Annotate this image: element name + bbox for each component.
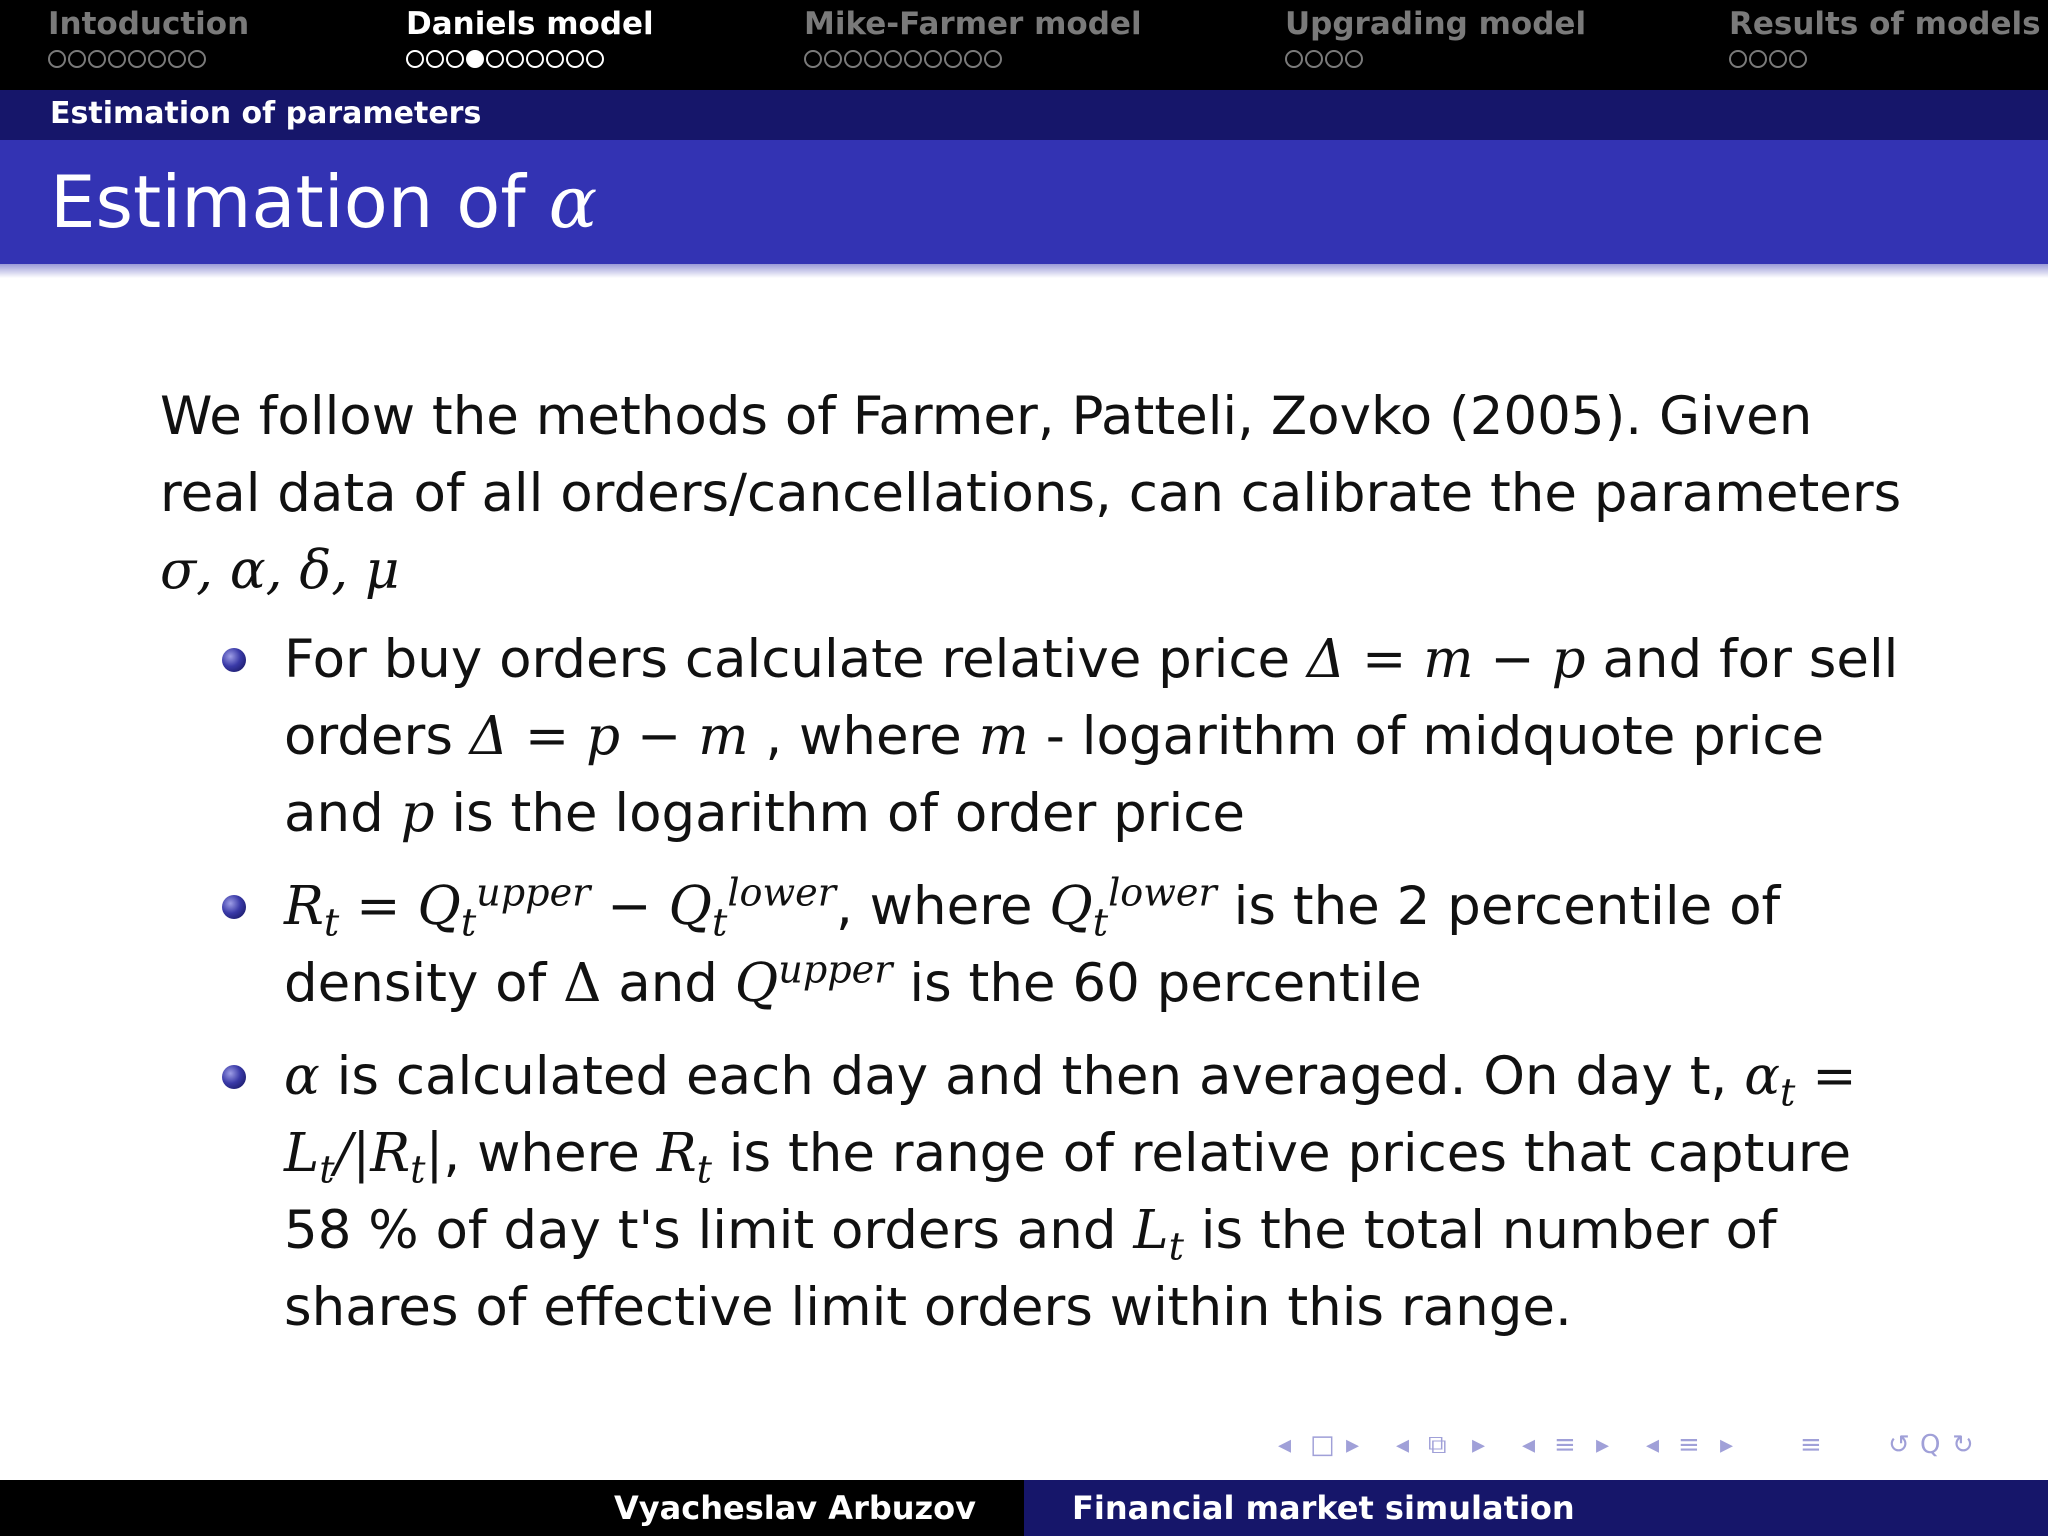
nav-dot[interactable] (566, 50, 584, 68)
nav-dot[interactable] (88, 50, 106, 68)
text: , where (748, 706, 979, 767)
nav-section-introduction[interactable] (48, 4, 249, 68)
math-alpha: α (284, 1046, 320, 1107)
math-subscript: t (323, 900, 340, 945)
intro-paragraph (160, 378, 1920, 609)
text: and (601, 953, 735, 1014)
arrow-left-icon[interactable]: ◂ (1646, 1430, 1660, 1460)
nav-dot-current[interactable] (466, 50, 484, 68)
text: and for sell orders (284, 629, 1899, 767)
math-symbol: R (656, 1123, 697, 1184)
nav-section-title: Daniels model (406, 6, 654, 42)
math-superscript: upper (778, 947, 893, 992)
text: is the range of relative prices that capture 58 % of day t's limit orders and (284, 1123, 1852, 1261)
math-subscript: t (696, 1147, 712, 1192)
nav-dot[interactable] (426, 50, 444, 68)
nav-dot[interactable] (586, 50, 604, 68)
nav-dots[interactable] (804, 50, 1142, 68)
nav-dot[interactable] (1749, 50, 1767, 68)
nav-dot[interactable] (964, 50, 982, 68)
text: , where (835, 876, 1050, 937)
text: is the 2 percentile of density of (284, 876, 1781, 1014)
nav-dot[interactable] (824, 50, 842, 68)
nav-dot[interactable] (68, 50, 86, 68)
back-icon[interactable]: ↺ (1888, 1430, 1910, 1460)
nav-dot[interactable] (804, 50, 822, 68)
frame-title-math: α (548, 160, 598, 244)
arrow-left-icon[interactable]: ◂ (1278, 1430, 1292, 1460)
nav-dot[interactable] (486, 50, 504, 68)
arrow-right-icon[interactable]: ▸ (1720, 1430, 1734, 1460)
math-p: p (400, 783, 435, 844)
arrow-left-icon[interactable]: ◂ (1396, 1430, 1410, 1460)
nav-section-title: Results of models (1729, 6, 2041, 42)
nav-dot[interactable] (108, 50, 126, 68)
nav-dot[interactable] (1345, 50, 1363, 68)
math-superscript: lower (1108, 870, 1217, 915)
nav-dots[interactable] (48, 50, 249, 68)
math-q-upper (734, 947, 893, 1014)
nav-dot[interactable] (1789, 50, 1807, 68)
nav-dot[interactable] (1305, 50, 1323, 68)
slide-content (160, 378, 1920, 1362)
nav-section-title: Mike-Farmer model (804, 6, 1142, 42)
math-subscript: t (711, 900, 728, 945)
nav-dot[interactable] (944, 50, 962, 68)
nav-dot[interactable] (864, 50, 882, 68)
subsection-title[interactable]: Estimation of parameters (50, 96, 482, 131)
footer-title: Financial market simulation (1072, 1489, 1575, 1527)
math-symbol: Q (734, 953, 779, 1014)
arrow-right-icon[interactable]: ▸ (1472, 1430, 1486, 1460)
text: is calculated each day and then averaged. On day t, (319, 1046, 1745, 1107)
bullet-list (160, 621, 1920, 1346)
search-icon[interactable]: Q (1920, 1430, 1941, 1460)
math-symbol: | (425, 1123, 444, 1184)
intro-line-2: real data of all orders/cancellations, can calibrate the parameters (160, 463, 1902, 524)
math-symbol: /|R (334, 1123, 411, 1184)
footer-author-bar (0, 1480, 1024, 1536)
intro-line-1: We follow the methods of Farmer, Patteli, Zovko (2005). Given (160, 386, 1813, 447)
bullet-item-range-definition (160, 868, 1920, 1022)
nav-dot[interactable] (1325, 50, 1343, 68)
math-relative-price-buy: Δ = m − p (1306, 629, 1586, 690)
nav-dot[interactable] (506, 50, 524, 68)
math-symbol: − Q (590, 876, 712, 937)
nav-dot[interactable] (844, 50, 862, 68)
nav-section-results-of-models[interactable] (1729, 4, 2041, 68)
nav-dot[interactable] (884, 50, 902, 68)
nav-section-title: Intoduction (48, 6, 250, 42)
text: is the total number of shares of effective limit orders within this range. (284, 1200, 1777, 1338)
math-q-lower (1049, 870, 1217, 945)
footer-title-bar (1024, 1480, 2048, 1536)
nav-dot[interactable] (546, 50, 564, 68)
nav-dot[interactable] (1729, 50, 1747, 68)
math-subscript: t (1092, 900, 1109, 945)
parameter-symbols: σ, α, δ, μ (160, 540, 400, 601)
nav-section-upgrading-model[interactable] (1285, 4, 1586, 68)
appendix-icon[interactable]: ≡ (1800, 1430, 1822, 1460)
math-relative-price-sell: Δ = p − m (469, 706, 749, 767)
math-subscript: t (460, 900, 477, 945)
nav-dot[interactable] (924, 50, 942, 68)
text: - logarithm of midquote price and (284, 706, 1825, 844)
subsection-bar (0, 90, 2048, 140)
nav-dot[interactable] (48, 50, 66, 68)
nav-dot[interactable] (526, 50, 544, 68)
math-superscript: upper (476, 870, 591, 915)
title-bar-shadow (0, 264, 2048, 278)
beamer-navigation-controls (1278, 1430, 2038, 1470)
document-icon[interactable]: ≡ (1678, 1430, 1700, 1460)
math-range-formula (284, 870, 836, 945)
bullet-item-alpha-calculation (160, 1038, 1920, 1346)
nav-dot[interactable] (446, 50, 464, 68)
forward-icon[interactable]: ↻ (1952, 1430, 1974, 1460)
math-r (656, 1123, 712, 1192)
math-symbol: R (284, 876, 324, 937)
arrow-right-icon[interactable]: ▸ (1596, 1430, 1610, 1460)
text: For buy orders calculate relative price (284, 629, 1307, 690)
nav-dot[interactable] (148, 50, 166, 68)
frame-icon[interactable]: □ (1310, 1430, 1335, 1460)
subsection-icon[interactable]: ⧉ (1428, 1430, 1447, 1460)
math-symbol: L (1133, 1200, 1169, 1261)
bullet-icon (222, 1065, 246, 1089)
math-subscript: t (410, 1147, 426, 1192)
math-m: m (978, 706, 1029, 767)
math-l (1133, 1200, 1184, 1269)
math-subscript: t (1168, 1224, 1184, 1269)
math-subscript: t (319, 1147, 335, 1192)
nav-dot[interactable] (168, 50, 186, 68)
nav-section-daniels-model[interactable] (406, 4, 654, 68)
frame-title-bar (0, 140, 2048, 264)
nav-section-mike-farmer-model[interactable] (804, 4, 1142, 68)
text: , where (443, 1123, 657, 1184)
math-subscript: t (1780, 1070, 1796, 1115)
nav-dot[interactable] (406, 50, 424, 68)
frame-title-text: Estimation of (50, 160, 549, 244)
section-icon[interactable]: ≡ (1554, 1430, 1576, 1460)
nav-dot[interactable] (188, 50, 206, 68)
nav-dot[interactable] (904, 50, 922, 68)
bullet-icon (222, 895, 246, 919)
math-symbol: = Q (339, 876, 461, 937)
math-symbol: α (1744, 1046, 1781, 1107)
math-superscript: lower (727, 870, 836, 915)
footer-author: Vyacheslav Arbuzov (614, 1489, 976, 1527)
nav-dot[interactable] (1769, 50, 1787, 68)
nav-dot[interactable] (1285, 50, 1303, 68)
bullet-item-relative-price (160, 621, 1920, 852)
arrow-left-icon[interactable]: ◂ (1522, 1430, 1536, 1460)
nav-dot[interactable] (128, 50, 146, 68)
text: is the logarithm of order price (434, 783, 1246, 844)
nav-section-title: Upgrading model (1285, 6, 1587, 42)
math-symbol: = L (284, 1046, 1857, 1184)
text: is the 60 percentile (892, 953, 1422, 1014)
nav-dots[interactable] (406, 50, 654, 68)
nav-dot[interactable] (984, 50, 1002, 68)
math-delta: Δ (563, 953, 602, 1014)
arrow-right-icon[interactable]: ▸ (1346, 1430, 1360, 1460)
bullet-icon (222, 648, 246, 672)
nav-dots[interactable] (1729, 50, 2041, 68)
frame-title (50, 160, 597, 244)
section-navigation-bar (0, 0, 2048, 90)
nav-dots[interactable] (1285, 50, 1586, 68)
math-symbol: Q (1049, 876, 1093, 937)
